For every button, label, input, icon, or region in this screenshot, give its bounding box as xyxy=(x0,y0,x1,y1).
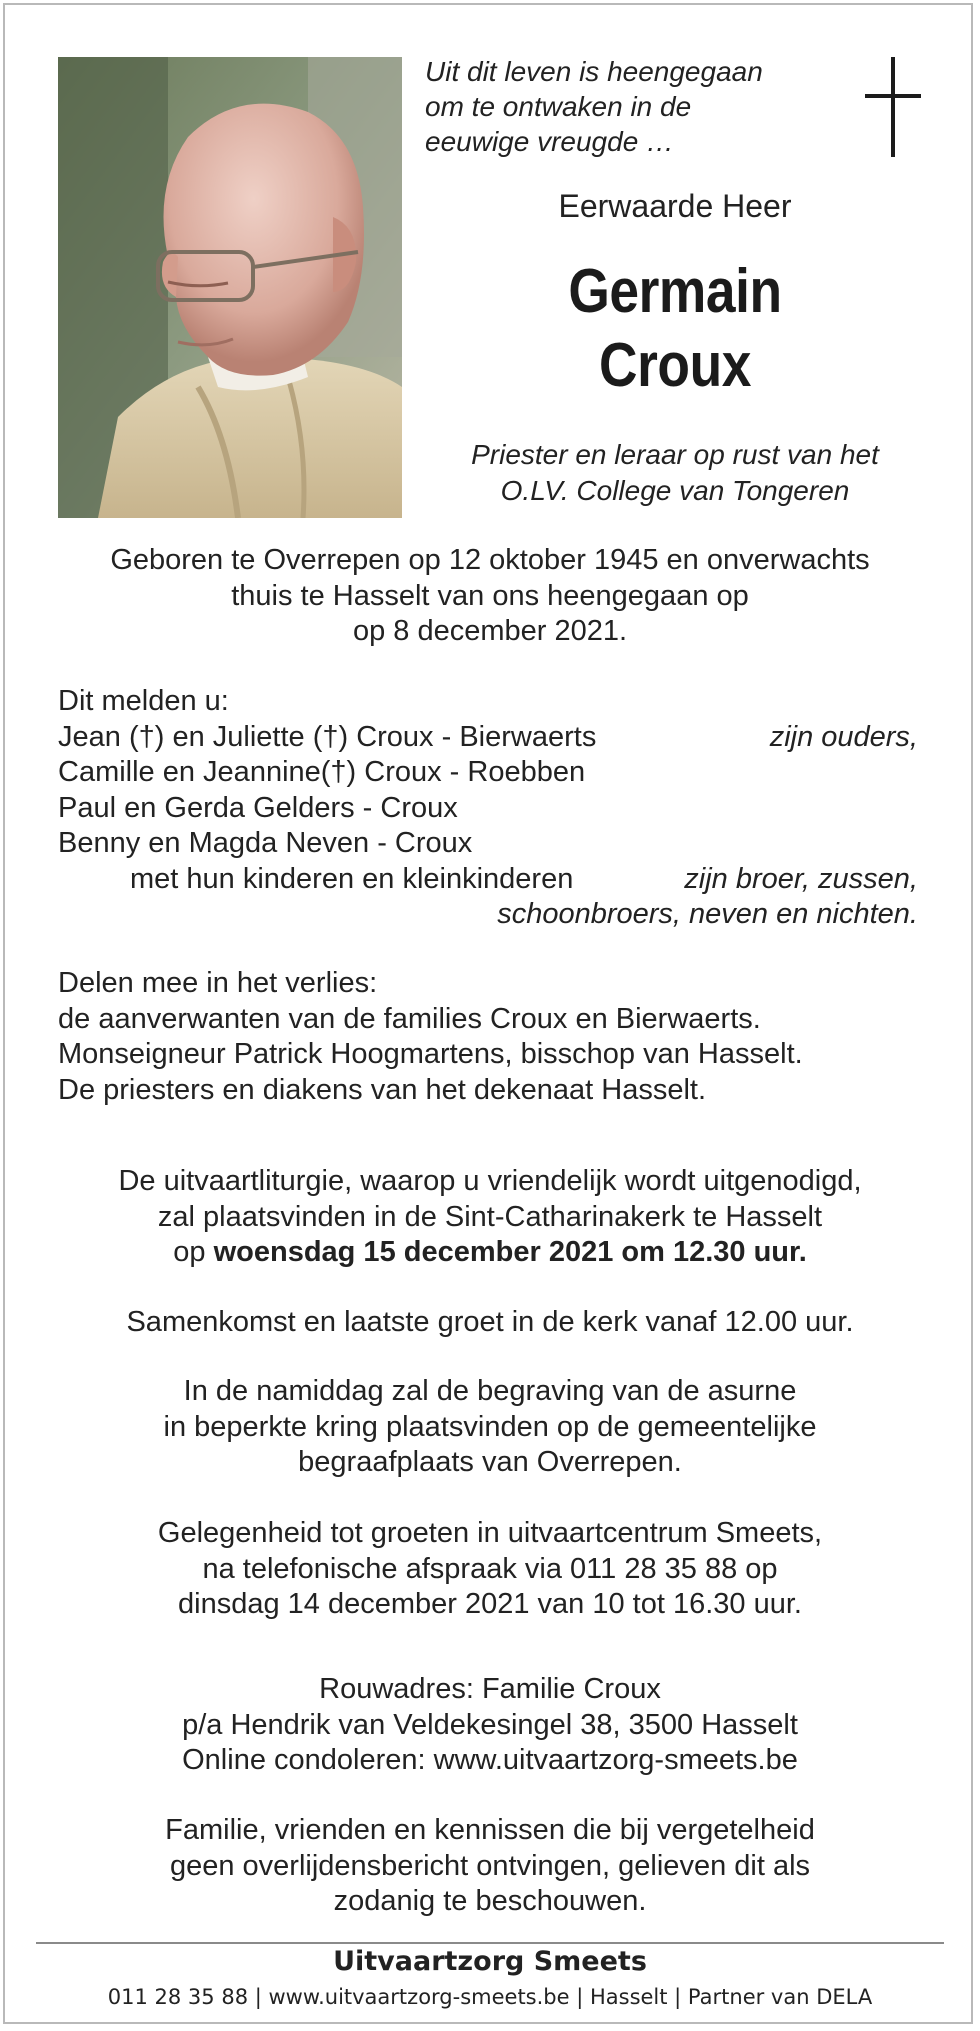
deceased-name xyxy=(473,255,877,403)
address-line: Online condoleren: www.uitvaartzorg-smeets.be xyxy=(182,1744,798,1776)
liturgy-datetime: woensdag 15 december 2021 om 12.30 uur. xyxy=(213,1236,807,1268)
family-name: Jean (†) en Juliette (†) Croux - Bierwaerts xyxy=(58,720,597,753)
liturgy-info xyxy=(30,1164,950,1271)
gathering-info: Samenkomst en laatste groet in de kerk vanaf 12.00 uur. xyxy=(126,1306,854,1338)
role-line: O.LV. College van Tongeren xyxy=(500,475,850,506)
family-row xyxy=(58,897,918,933)
sharing-line: de aanverwanten van de families Croux en Bierwaerts. xyxy=(58,1002,761,1035)
closing-note xyxy=(30,1813,950,1920)
greeting-line: Gelegenheid tot groeten in uitvaartcentrum Smeets, xyxy=(157,1517,823,1549)
family-relation: zijn broer, zussen, xyxy=(684,862,918,895)
liturgy-prefix: op xyxy=(173,1236,214,1268)
greeting-line: na telefonische afspraak via 011 28 35 88 op xyxy=(202,1552,778,1585)
funeral-home-contact: 011 28 35 88 | www.uitvaartzorg-smeets.be | Hasselt | Partner van DELA xyxy=(107,1985,873,2009)
verse-line: Uit dit leven is heengegaan xyxy=(425,56,763,87)
birth-line: op 8 december 2021. xyxy=(352,615,628,647)
portrait-photo xyxy=(58,57,402,518)
liturgy-line: De uitvaartliturgie, waarop u vriendelijk wordt uitgenodigd, xyxy=(118,1165,862,1197)
family-relation: zijn ouders, xyxy=(769,720,918,753)
family-row xyxy=(58,826,918,862)
honorific: Eerwaarde Heer xyxy=(558,188,792,224)
closing-line: Familie, vrienden en kennissen die bij vergetelheid xyxy=(165,1814,815,1846)
closing-line: geen overlijdensbericht ontvingen, gelieven dit als xyxy=(169,1849,811,1882)
address-line: Rouwadres: Familie Croux xyxy=(319,1673,661,1705)
family-announcement xyxy=(58,684,918,933)
greeting-line: dinsdag 14 december 2021 van 10 tot 16.30 uur. xyxy=(178,1588,802,1620)
family-row xyxy=(58,791,918,827)
burial-info xyxy=(30,1374,950,1481)
burial-line: In de namiddag zal de begraving van de asurne xyxy=(183,1375,797,1407)
role-line: Priester en leraar op rust van het xyxy=(471,439,879,470)
birth-line: Geboren te Overrepen op 12 oktober 1945 en onverwachts xyxy=(110,544,870,576)
burial-line: begraafplaats van Overrepen. xyxy=(298,1446,682,1478)
family-row xyxy=(58,720,918,756)
last-name: Croux xyxy=(599,331,751,400)
family-relation: schoonbroers, neven en nichten. xyxy=(497,898,918,930)
burial-line: in beperkte kring plaatsvinden op de gemeentelijke xyxy=(163,1410,817,1443)
first-name: Germain xyxy=(568,257,782,326)
family-name: Camille en Jeannine(†) Croux - Roebben xyxy=(58,756,586,788)
sharing-line: Delen mee in het verlies: xyxy=(58,967,378,999)
birth-line: thuis te Hasselt van ons heengegaan op xyxy=(231,579,749,612)
closing-line: zodanig te beschouwen. xyxy=(333,1885,647,1917)
funeral-home-name: Uitvaartzorg Smeets xyxy=(333,1946,647,1977)
verse-line: eeuwige vreugde … xyxy=(425,126,675,157)
announce-intro: Dit melden u: xyxy=(58,685,229,717)
family-name: met hun kinderen en kleinkinderen xyxy=(130,862,574,895)
address-line: p/a Hendrik van Veldekesingel 38, 3500 Hasselt xyxy=(182,1708,798,1741)
sharing-line: Monseigneur Patrick Hoogmartens, bisschop van Hasselt. xyxy=(58,1038,803,1070)
family-name: Benny en Magda Neven - Croux xyxy=(58,827,473,859)
role-description xyxy=(425,437,925,509)
birth-death-info xyxy=(30,543,950,650)
mourning-address xyxy=(30,1672,950,1779)
family-name: Paul en Gerda Gelders - Croux xyxy=(58,791,458,824)
family-row xyxy=(58,755,918,791)
cross-icon xyxy=(863,57,923,157)
family-row xyxy=(58,862,918,898)
portrait-illustration xyxy=(58,57,402,518)
liturgy-line: zal plaatsvinden in de Sint-Catharinakerk te Hasselt xyxy=(157,1200,823,1233)
verse-line: om te ontwaken in de xyxy=(425,91,692,122)
liturgy-date-line xyxy=(30,1235,950,1271)
verse xyxy=(425,54,825,159)
sharing-loss xyxy=(58,966,918,1108)
greeting-info xyxy=(30,1516,950,1623)
sharing-line: De priesters en diakens van het dekenaat Hasselt. xyxy=(58,1073,707,1106)
